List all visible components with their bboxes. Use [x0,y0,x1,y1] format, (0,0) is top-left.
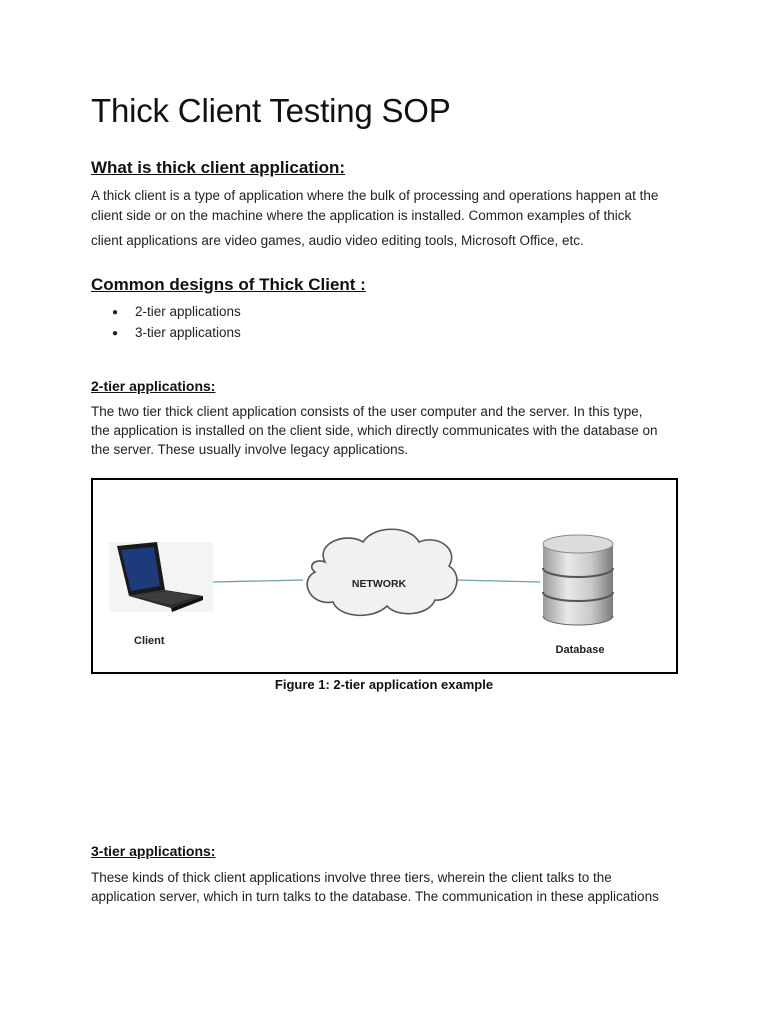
list-item [112,323,241,344]
list-item-label: 3-tier applications [135,325,241,340]
network-label: NETWORK [351,578,407,590]
list-item [112,302,241,323]
paragraph-line: the server. These usually involve legacy applications. [91,442,409,457]
paragraph-line: the application is installed on the client side, which directly communicates with the database on [91,423,658,438]
document-title: Thick Client Testing SOP [91,92,451,129]
bullet-icon: ● [112,328,119,339]
heading-what-is-thick-client: What is thick client application: [91,158,346,177]
laptop-icon [109,542,213,612]
paragraph-what-is-thick-client [91,186,681,250]
paragraph-line: application server, which in turn talks to the database. The communication in these applications [91,889,659,904]
network-cloud-icon [307,529,457,615]
paragraph-two-tier [91,402,681,459]
paragraph-line: The two tier thick client application consists of the user computer and the server. In this type, [91,404,643,419]
designs-bullet-list [112,302,241,344]
client-label: Client [134,635,165,647]
list-item-label: 2-tier applications [135,304,241,319]
paragraph-line: client applications are video games, audio video editing tools, Microsoft Office, etc. [91,233,584,248]
heading-three-tier: 3-tier applications: [91,843,216,859]
paragraph-line: client side or on the machine where the application is installed. Common examples of thick [91,208,632,223]
database-label: Database [555,644,605,656]
paragraph-line: These kinds of thick client applications involve three tiers, wherein the client talks to the [91,870,612,885]
heading-common-designs: Common designs of Thick Client : [91,275,366,294]
two-tier-diagram-svg [93,480,676,672]
heading-two-tier: 2-tier applications: [91,378,216,394]
database-icon [543,535,613,625]
figure-caption: Figure 1: 2-tier application example [274,677,494,692]
client-network-link [213,580,303,582]
paragraph-three-tier [91,868,681,906]
two-tier-diagram [91,478,678,674]
paragraph-line: A thick client is a type of application where the bulk of processing and operations happen at the [91,188,659,203]
bullet-icon: ● [112,307,119,318]
network-database-link [455,580,540,582]
